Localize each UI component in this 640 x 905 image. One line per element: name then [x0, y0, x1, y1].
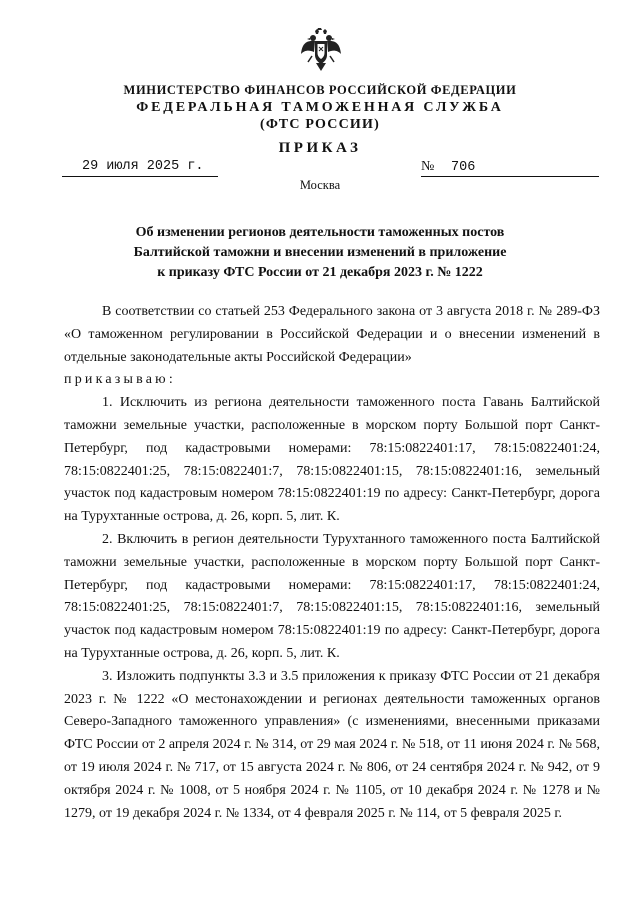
ministry-name: МИНИСТЕРСТВО ФИНАНСОВ РОССИЙСКОЙ ФЕДЕРАЦИИ — [123, 83, 517, 97]
item-1-paragraph: 1. Исключить из региона деятельности таможенного поста Гавань Балтийской таможни земельные участки, расположенные в морском порту Большой порт Санкт-Петербург, под кадастровыми номерами: 78:15:0822401:17, 78:15:0822401:24, 78:15:0822401:25, 78:15:0822401:7, 78:15:0822401:15, 78:15:0822401:16, земельный участок под кадастровым номером 78:15:0822401:19 по адресу: Санкт-Петербург, дорога на Турухтанные острова, д. 26, корп. 5, лит. К. — [64, 395, 600, 525]
order-number-value: 706 — [451, 160, 476, 175]
order-subject — [80, 223, 560, 283]
order-number — [421, 159, 599, 177]
order-word: приказываю: — [64, 372, 176, 388]
item-2-paragraph: 2. Включить в регион деятельности Турухтанного таможенного поста Балтийской таможни земельные участки, расположенные в морском порту Большой порт Санкт-Петербург, под кадастровыми номерами: 78:15:0822401:17, 78:15:0822401:24, 78:15:0822401:25, 78:15:0822401:7, 78:15:0822401:15, 78:15:0822401:16, земельный участок под кадастровым номером 78:15:0822401:19 по адресу: Санкт-Петербург, дорога на Турухтанные острова, д. 26, корп. 5, лит. К. — [64, 531, 600, 661]
order-date-value: 29 июля 2025 г. — [82, 159, 204, 174]
subject-line-3: к приказу ФТС России от 21 декабря 2023 г. № 1222 — [157, 265, 483, 280]
number-sign: № — [421, 159, 435, 174]
subject-line-1: Об изменении регионов деятельности таможенных постов — [135, 225, 505, 240]
double-headed-eagle-emblem-icon — [300, 28, 342, 72]
document-type-title: ПРИКАЗ — [278, 140, 362, 156]
preamble-paragraph: В соответствии со статьей 253 Федерального закона от 3 августа 2018 г. № 289-ФЗ «О таможенном регулировании в Российской Федерации и о внесении изменений в отдельные законодательные акты Российской Федерации» — [64, 304, 600, 365]
service-abbreviation: (ФТС РОССИИ) — [260, 117, 380, 132]
subject-line-2: Балтийской таможни и внесении изменений в приложение — [133, 245, 507, 260]
issue-city: Москва — [299, 178, 341, 192]
order-date — [62, 159, 218, 177]
service-name: ФЕДЕРАЛЬНАЯ ТАМОЖЕННАЯ СЛУЖБА — [136, 100, 504, 115]
order-body — [64, 301, 600, 825]
item-3-paragraph: 3. Изложить подпункты 3.3 и 3.5 приложения к приказу ФТС России от 21 декабря 2023 г. № 1222 «О местонахождении и регионах деятельности таможенных органов Северо-Западного таможенного управления» (с изменениями, внесенными приказами ФТС России от 2 апреля 2024 г. № 314, от 29 мая 2024 г. № 518, от 11 июня 2024 г. № 568, от 19 июля 2024 г. № 717, от 15 августа 2024 г. № 806, от 24 сентября 2024 г. № 942, от 9 октября 2024 г. № 1008, от 5 ноября 2024 г. № 1105, от 10 декабря 2024 г. № 1278 и № 1279, от 19 декабря 2024 г. № 1334, от 4 февраля 2025 г. № 114, от 5 февраля 2025 г. — [64, 668, 600, 821]
